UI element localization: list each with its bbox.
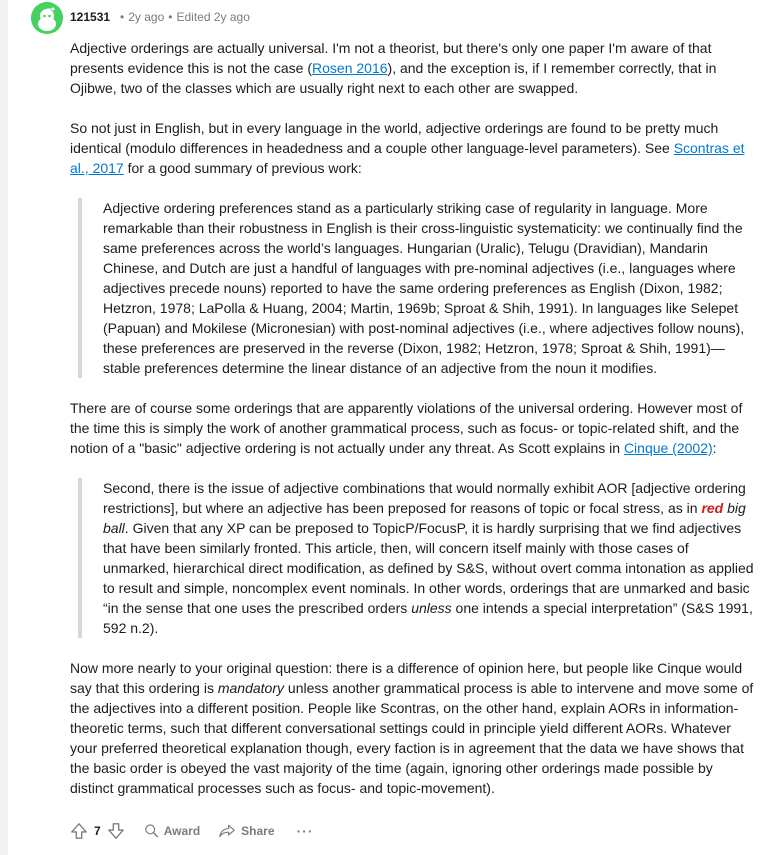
separator-dot: • [120,10,125,24]
paragraph-3: There are of course some orderings that are apparently violations of the universal ordering. However most of the time this is simply the work of another grammatical process, such as focus- or topic-related shift, and the notion of a "basic" adjective ordering is not actually under any threat. As Scott explains in Cinque (2002): [70,400,743,456]
emphasis-mandatory: mandatory [217,680,285,696]
emphasis-unless: unless [411,600,452,616]
username[interactable]: 121531 [70,10,111,24]
separator-dot: • [168,10,173,24]
avatar[interactable] [31,2,63,34]
downvote-icon[interactable] [107,822,125,840]
comment-action-bar [70,820,314,842]
link-scontras-2017[interactable]: Scontras et al., 2017 [70,140,745,176]
timestamp[interactable]: 2y ago [128,10,165,24]
paragraph-1: Adjective orderings are actually universal. I'm not a theorist, but there's only one paper I'm aware of that presents evidence this is not the case (Rosen 2016), and the exception is, if I remember correctly, that in Ojibwe, two of the classes which are usually right next to each other are swapped. [70,40,717,96]
edited-label: Edited 2y ago [176,10,250,24]
quote-text: Adjective ordering preferences stand as a particularly striking case of regularity in language. More remarkable than their robustness in English is their cross-linguistic systematicity: we continually find the same preferences across the world’s languages. Hungarian (Uralic), Telugu (Dravidian), Mandarin Chinese, and Dutch are just a handful of languages with pre-nominal adjectives (i.e., languages where adjectives precede nouns) reported to have the same ordering preferences as English (Dixon, 1982; Hetzron, 1978; LaPolla & Huang, 2004; Martin, 1969b; Sproat & Shih, 1991). In languages like Selepet (Papuan) and Mokilese (Micronesian) with post-nominal adjectives (i.e., where adjectives follow nouns), these preferences are preserved in the reverse (Dixon, 1982; Hetzron, 1978; Sproat & Shih, 1991)—stable preferences determine the linear distance of an adjective from the noun it modifies. [103,200,745,376]
snoo-avatar-icon [31,2,63,34]
more-icon[interactable]: ··· [296,823,314,839]
link-cinque-2002[interactable]: Cinque (2002) [623,440,713,456]
award-label: Award [163,824,201,838]
comment-header [70,9,250,25]
link-rosen-2016[interactable]: Rosen 2016 [312,60,388,76]
award-icon [143,823,159,839]
emphasis-big-ball: big ball [103,500,746,536]
quote-text: Second, there is the issue of adjective combinations that would normally exhibit AOR [adjective ordering restrictions], but where an adjective has been preposed for reasons of topic or focal stress, as in red big ball. Given that any XP can be preposed to TopicP/FocusP, it is hardly surprising that we find adjectives that have been similarly fronted. This article, then, will concern itself mainly with those cases of unmarked, hierarchical direct modification, as defined by S&S, without overt comma intonation as applied to result and simple, noncomplex event nominals. In other words, orderings that are unmarked and basic “in the sense that one uses the prescribed orders unless one intends a special interpretation” (S&S 1991, 592 n.2). [103,480,754,636]
comment-body [70,38,758,818]
paragraph-2: So not just in English, but in every language in the world, adjective orderings are found to be pretty much identical (modulo differences in headedness and a couple other language-level parameters). See Scontras et al., 2017 for a good summary of previous work: [70,120,745,176]
upvote-icon[interactable] [70,822,88,840]
blockquote-scontras [78,198,758,378]
paragraph-4: Now more nearly to your original question: there is a difference of opinion here, but people like Cinque would say that this ordering is mandatory unless another grammatical process is able to intervene and move some of the adjectives into a different position. People like Scontras, on the other hand, explain AORs in information-theoretic terms, such that different conversational settings could in principle yield different AORs. Whatever your preferred theoretical explanation though, every faction is in agreement that the data we have shows that the basic order is obeyed the vast majority of the time (again, ignoring other orderings made possible by distinct grammatical processes such as focus- and topic-movement). [70,660,754,796]
award-button[interactable] [143,823,200,839]
emphasis-red: red [701,500,724,516]
thread-line[interactable] [0,0,8,855]
share-icon [218,823,236,839]
vote-count: 7 [94,824,101,838]
share-button[interactable] [218,823,274,839]
vote-controls [70,822,125,840]
share-label: Share [241,824,275,838]
blockquote-cinque [78,478,758,638]
